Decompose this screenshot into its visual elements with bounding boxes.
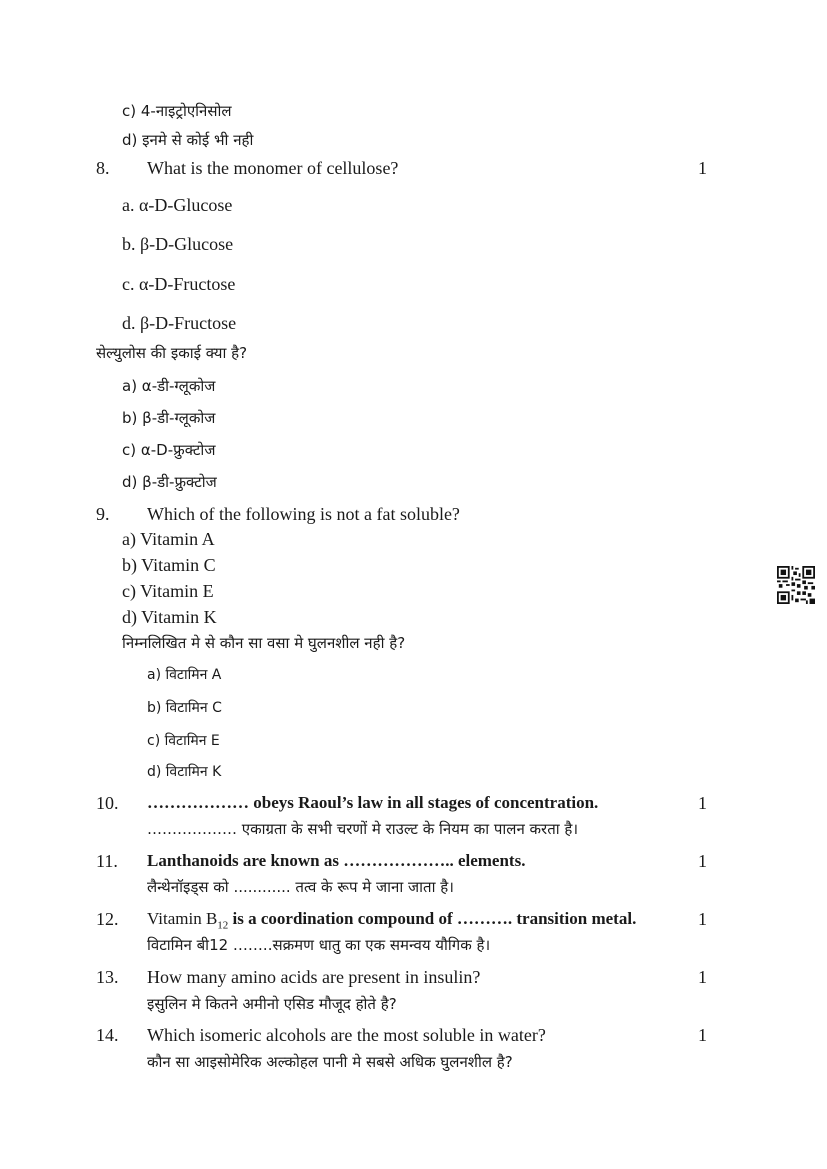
q9-option-d: d) Vitamin K: [122, 607, 217, 627]
q12-mark: 1: [698, 909, 707, 929]
q12-question-post: is a coordination compound of ………. transition metal.: [228, 909, 637, 928]
q11-hindi: लैन्थेनॉइड्स को ............ तत्व के रूप मे जाना जाता है।: [147, 878, 454, 896]
q14-hindi: कौन सा आइसोमेरिक अल्कोहल पानी मे सबसे अधिक घुलनशील है?: [147, 1053, 513, 1071]
q14-question: Which isomeric alcohols are the most soluble in water?: [147, 1025, 546, 1045]
q13-number: 13.: [96, 967, 119, 987]
q12-question-pre: Vitamin B: [147, 909, 218, 928]
q8-hindi-option-b: b) β-डी-ग्लूकोज: [122, 409, 216, 427]
q14-number: 14.: [96, 1025, 119, 1045]
q8-option-a: a. α-D-Glucose: [122, 195, 233, 215]
q10-question: ……………… obeys Raoul’s law in all stages of concentration.: [147, 793, 599, 812]
q8-hindi-option-c: c) α-D-फ्रुक्टोज: [122, 441, 216, 459]
q9-hindi-question: निम्नलिखित मे से कौन सा वसा मे घुलनशील नही है?: [122, 634, 406, 652]
q9-option-b: b) Vitamin C: [122, 555, 216, 575]
q13-hindi: इसुलिन मे कितने अमीनो एसिड मौजूद होते है?: [147, 995, 397, 1013]
q9-hindi-option-a: a) विटामिन A: [147, 667, 222, 683]
q8-hindi-question: सेल्युलोस की इकाई क्या है?: [96, 344, 248, 362]
q9-number: 9.: [96, 504, 110, 524]
q9-option-a: a) Vitamin A: [122, 529, 215, 549]
q12-hindi: विटामिन बी12 ……..सक्रमण धातु का एक समन्वय यौगिक है।: [147, 936, 491, 954]
q8-mark: 1: [698, 158, 707, 178]
q7-option-d: d) इनमे से कोई भी नही: [122, 131, 254, 149]
q8-option-b: b. β-D-Glucose: [122, 234, 234, 254]
q9-option-c: c) Vitamin E: [122, 581, 214, 601]
q9-hindi-option-d: d) विटामिन K: [147, 764, 222, 780]
q12-number: 12.: [96, 909, 119, 929]
q8-option-c: c. α-D-Fructose: [122, 274, 236, 294]
q13-mark: 1: [698, 967, 707, 987]
q12-question-subscript: 12: [217, 919, 229, 932]
q9-hindi-option-b: b) विटामिन C: [147, 700, 222, 716]
q11-question: Lanthanoids are known as ……………….. elements.: [147, 851, 526, 870]
q8-hindi-option-a: a) α-डी-ग्लूकोज: [122, 377, 216, 395]
q10-mark: 1: [698, 793, 707, 813]
q10-hindi: ……………… एकाग्रता के सभी चरणों मे राउल्ट के नियम का पालन करता है।: [147, 820, 579, 838]
q11-number: 11.: [96, 851, 118, 871]
q8-question: What is the monomer of cellulose?: [147, 158, 399, 178]
q8-option-d: d. β-D-Fructose: [122, 313, 237, 333]
q8-hindi-option-d: d) β-डी-फ्रुक्टोज: [122, 473, 217, 491]
q9-question: Which of the following is not a fat soluble?: [147, 504, 460, 524]
q8-number: 8.: [96, 158, 110, 178]
qr-code-icon: [777, 566, 815, 604]
q11-mark: 1: [698, 851, 707, 871]
q12-question: [147, 910, 636, 931]
q9-hindi-option-c: c) विटामिन E: [147, 733, 220, 749]
q10-number: 10.: [96, 793, 119, 813]
q14-mark: 1: [698, 1025, 707, 1045]
q7-option-c: c) 4-नाइट्रोएनिसोल: [122, 102, 232, 120]
q13-question: How many amino acids are present in insulin?: [147, 967, 481, 987]
